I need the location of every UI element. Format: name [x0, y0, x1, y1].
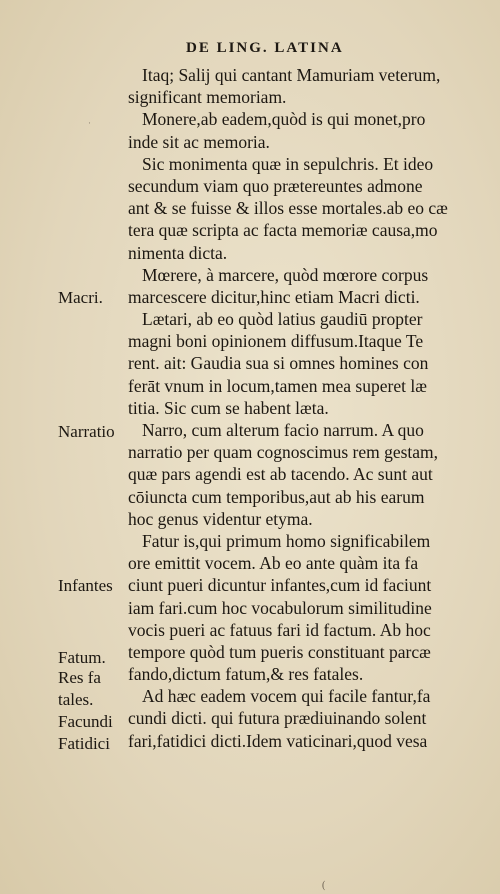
text-line: nimenta dicta. [128, 242, 228, 263]
main-text-block [128, 64, 490, 752]
text-line: narratio per quam cognoscimus rem gestam, [128, 442, 439, 463]
margin-note-narratio: Narratio [58, 422, 115, 441]
text-line: Lætari, ab eo quòd latius gaudiū propter [142, 309, 423, 330]
text-line: tera quæ scripta ac facta memoriæ causa,mo [128, 220, 438, 241]
text-line: Ad hæc eadem vocem qui facile fantur,fa [142, 686, 431, 707]
text-line: quæ pars agendi est ab tacendo. Ac sunt aut [128, 464, 433, 485]
margin-note-fatidici: Fatidici [58, 734, 110, 753]
text-line: fari,fatidici dicti.Idem vaticinari,quod vesa [128, 730, 428, 751]
text-line: tempore quòd tum pueris constituant parcæ [128, 641, 431, 662]
margin-note-infantes: Infantes [58, 576, 113, 595]
text-line: secundum viam quo prætereuntes admone [128, 175, 423, 196]
text-line: Narro, cum alterum facio narrum. A quo [142, 420, 424, 440]
text-line: marcescere dicitur,hinc etiam Macri dicti. [128, 286, 420, 307]
text-line: Mœrere, à marcere, quòd mœrore corpus [142, 264, 429, 285]
page-foot-mark: ( [322, 880, 326, 891]
text-line: inde sit ac memoria. [128, 131, 270, 152]
text-line: rent. ait: Gaudia sua si omnes homines con [128, 353, 429, 374]
text-line: Fatur is,qui primum homo significabilem [142, 530, 431, 551]
text-line: ciunt pueri dicuntur infantes,cum id faciunt [128, 575, 432, 596]
text-line: cundi dicti. qui futura prædiuinando solent [128, 708, 427, 729]
text-line: Sic monimenta quæ in sepulchris. Et ideo [142, 153, 434, 174]
text-line: hoc genus videntur etyma. [128, 508, 313, 529]
page-mark: · [88, 118, 91, 128]
text-line: cōiuncta cum temporibus,aut ab his earum [128, 486, 425, 507]
text-line: Monere,ab eadem,quòd is qui monet,pro [142, 109, 426, 130]
margin-note-facundi: Facundi [58, 712, 113, 731]
text-line: ferāt vnum in locum,tamen mea superet læ [128, 375, 427, 396]
text-line: fando,dictum fatum,& res fatales. [128, 664, 364, 685]
text-line: Itaq; Salij qui cantant Mamuriam veterum, [142, 65, 441, 85]
margin-note-res-fa: Res fa [58, 668, 101, 687]
text-line: ant & se fuisse & illos esse mortales.ab eo cæ [128, 198, 448, 219]
margin-note-fatum: Fatum. [58, 648, 106, 667]
text-line: ore emittit vocem. Ab eo ante quàm ita fa [128, 553, 419, 574]
text-line: titia. Sic cum se habent læta. [128, 397, 329, 418]
margin-note-tales: tales. [58, 690, 94, 709]
text-line: magni boni opinionem diffusum.Itaque Te [128, 331, 424, 352]
text-line: significant memoriam. [128, 87, 287, 108]
running-head: DE LING. LATINA [186, 40, 344, 56]
margin-note-macri: Macri. [58, 288, 103, 307]
text-line: vocis pueri ac fatuus fari id factum. Ab hoc [128, 619, 431, 640]
text-line: iam fari.cum hoc vocabulorum similitudine [128, 597, 432, 618]
